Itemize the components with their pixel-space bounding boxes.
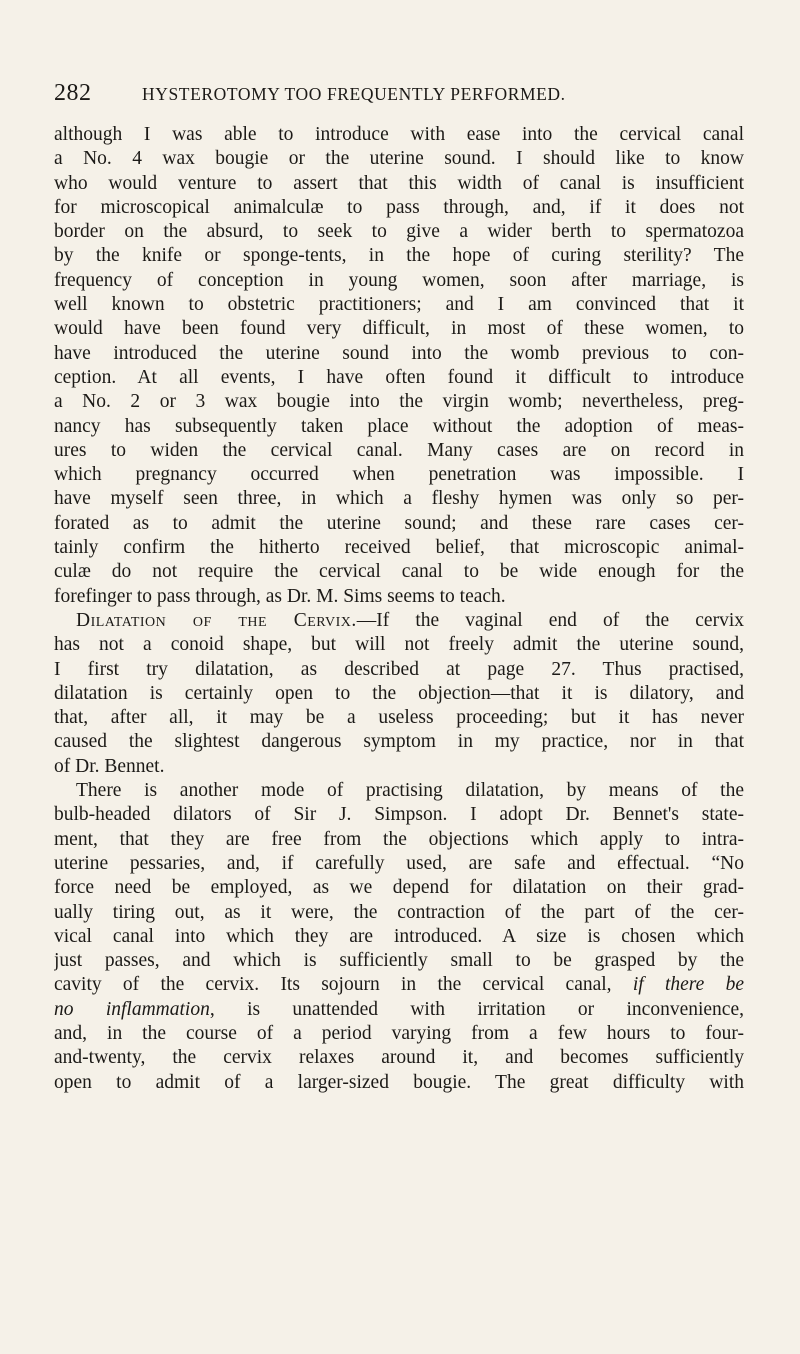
text-segment: , is unattended with irritation or inconvenience, (209, 998, 744, 1020)
text-line: frequency of conception in young women, soon after marriage, is (54, 269, 744, 291)
text-line: have introduced the uterine sound into the womb previous to con- (54, 342, 744, 364)
text-line: ment, that they are free from the objections which apply to intra- (54, 828, 744, 850)
text-line: have myself seen three, in which a fleshy hymen was only so per- (54, 488, 744, 510)
text-line: forated as to admit the uterine sound; and these rare cases cer- (54, 512, 744, 534)
text-line: a No. 2 or 3 wax bougie into the virgin womb; nevertheless, preg- (54, 391, 744, 413)
text-line: has not a conoid shape, but will not freely admit the uterine sound, (54, 634, 744, 656)
text-line: a No. 4 wax bougie or the uterine sound. I should like to know (54, 148, 744, 170)
text-line: bulb-headed dilators of Sir J. Simpson. I adopt Dr. Bennet's state- (54, 804, 744, 826)
text-line: for microscopical animalculæ to pass through, and, if it does not (54, 196, 744, 218)
running-head: HYSTEROTOMY TOO FREQUENTLY PERFORMED. (142, 84, 566, 104)
text-line: ures to widen the cervical canal. Many cases are on record in (54, 439, 744, 461)
text-line: nancy has subsequently taken place without the adoption of meas- (54, 415, 744, 437)
text-line: open to admit of a larger-sized bougie. The great difficulty with (54, 1071, 744, 1093)
text-line: ception. At all events, I have often found it difficult to introduce (54, 366, 744, 388)
text-line: force need be employed, as we depend for dilatation on their grad- (54, 877, 744, 899)
text-line: would have been found very difficult, in most of these women, to (54, 318, 744, 340)
section-first-line (54, 609, 744, 633)
text-line: There is another mode of practising dilatation, by means of the (76, 780, 744, 802)
text-line: dilatation is certainly open to the objection—that it is dilatory, and (54, 682, 744, 704)
text-line-mixed (54, 973, 744, 997)
page-header (54, 80, 744, 110)
page-number: 282 (54, 80, 92, 106)
text-line-mixed (54, 998, 744, 1022)
text-line: uterine pessaries, and, if carefully used, are safe and effectual. “No (54, 852, 744, 874)
text-line: culæ do not require the cervical canal to be wide enough for the (54, 561, 744, 583)
text-line: and-twenty, the cervix relaxes around it, and becomes sufficiently (54, 1047, 744, 1069)
section-first-text: —If the vaginal end of the cervix (356, 609, 744, 631)
body-text (54, 123, 744, 1095)
text-line: well known to obstetric practitioners; and I am convinced that it (54, 294, 744, 316)
text-line: which pregnancy occurred when penetration was impossible. I (54, 464, 744, 486)
text-line: vical canal into which they are introduced. A size is chosen which (54, 925, 744, 947)
text-line: forefinger to pass through, as Dr. M. Sims seems to teach. (54, 585, 506, 607)
text-line: caused the slightest dangerous symptom in my practice, nor in that (54, 731, 744, 753)
section-heading: Dilatation of the Cervix. (76, 609, 357, 631)
text-line: and, in the course of a period varying from a few hours to four- (54, 1022, 744, 1044)
text-line: tainly confirm the hitherto received belief, that microscopic animal- (54, 537, 744, 559)
text-line: of Dr. Bennet. (54, 755, 165, 777)
text-segment: cavity of the cervix. Its sojourn in the cervical canal, (54, 974, 612, 996)
text-line: ually tiring out, as it were, the contraction of the part of the cer- (54, 901, 744, 923)
text-line: that, after all, it may be a useless proceeding; but it has never (54, 707, 744, 729)
italic-phrase: if there be (632, 974, 744, 996)
text-line: by the knife or sponge-tents, in the hope of curing sterility? The (54, 245, 744, 267)
text-line: although I was able to introduce with ease into the cervical canal (54, 124, 744, 145)
text-line: I first try dilatation, as described at page 27. Thus practised, (54, 658, 744, 680)
text-line: just passes, and which is sufficiently small to be grasped by the (54, 950, 744, 972)
italic-phrase: no inflammation (54, 998, 210, 1020)
text-line: border on the absurd, to seek to give a wider berth to spermatozoa (54, 221, 744, 243)
text-line: who would venture to assert that this width of canal is insufficient (54, 172, 744, 194)
